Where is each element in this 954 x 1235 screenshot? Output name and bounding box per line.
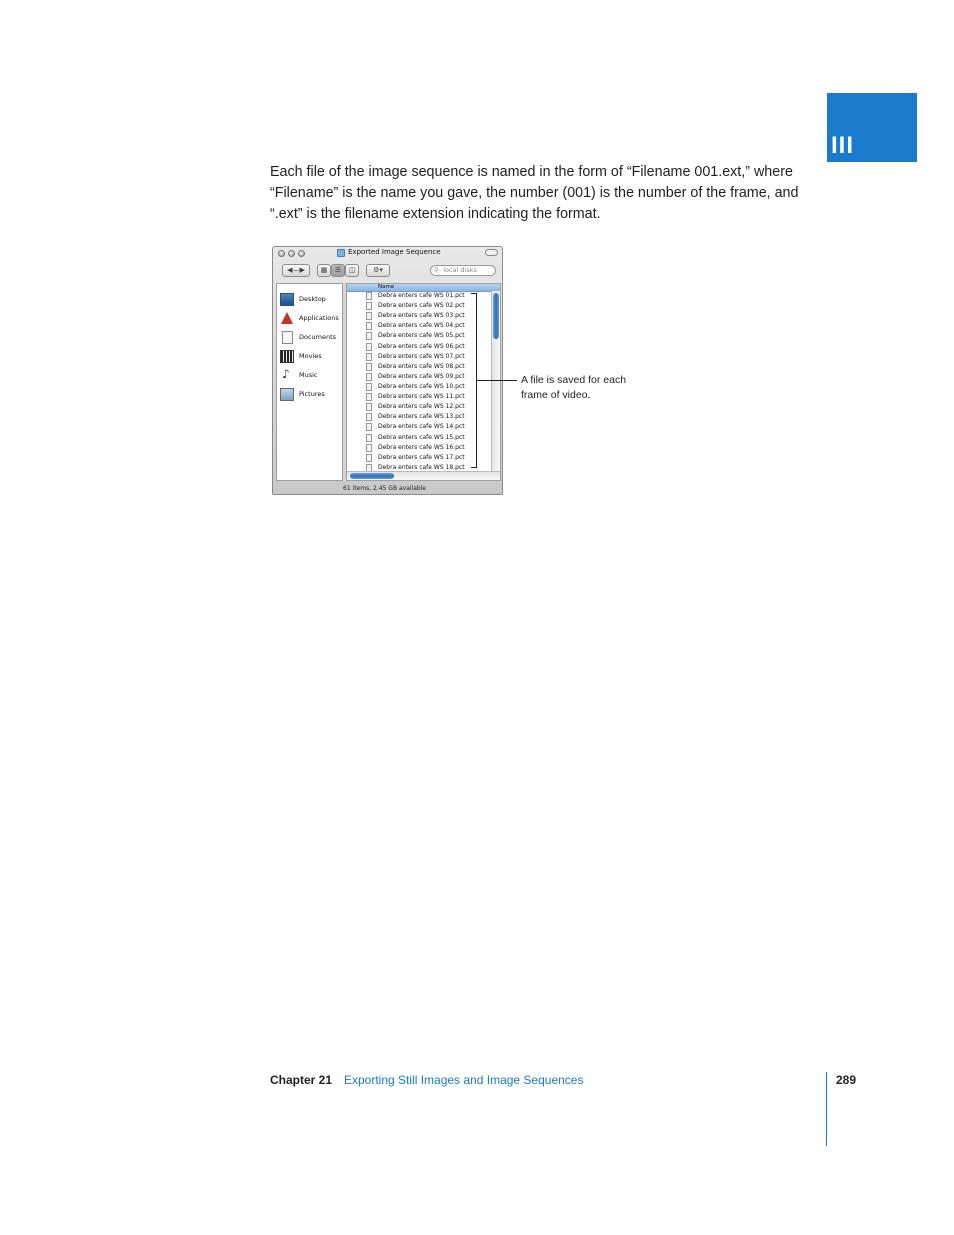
part-tab-label: III <box>831 132 855 159</box>
file-name: Debra enters cafe WS 06.pct <box>378 342 465 350</box>
file-name: Debra enters cafe WS 15.pct <box>378 433 465 441</box>
callout-text <box>521 373 661 403</box>
file-name: Debra enters cafe WS 12.pct <box>378 403 465 411</box>
callout-line: A file is saved for each <box>521 374 627 386</box>
image-file-icon <box>366 302 372 310</box>
vertical-scrollbar[interactable] <box>491 291 500 473</box>
image-file-icon <box>366 292 372 300</box>
file-name: Debra enters cafe WS 13.pct <box>378 413 465 421</box>
sidebar-item-label: Documents <box>299 333 337 341</box>
status-bar <box>273 483 502 494</box>
horizontal-scrollbar[interactable] <box>347 471 500 480</box>
search-placeholder: local disks <box>443 266 477 274</box>
applications-icon <box>280 312 294 325</box>
file-name: Debra enters cafe WS 02.pct <box>378 302 465 310</box>
file-name: Debra enters cafe WS 10.pct <box>378 382 465 390</box>
sidebar-item-label: Applications <box>299 314 339 322</box>
file-name: Debra enters cafe WS 11.pct <box>378 393 465 401</box>
window-title: Exported Image Sequence <box>348 248 441 256</box>
zoom-window-icon[interactable] <box>298 250 305 257</box>
footer-divider <box>826 1072 827 1146</box>
column-view-icon[interactable]: ◫ <box>345 264 359 277</box>
footer-chapter: Chapter 21 <box>270 1073 333 1087</box>
file-name: Debra enters cafe WS 18.pct <box>378 463 465 471</box>
image-file-icon <box>366 322 372 330</box>
sidebar-item-label: Pictures <box>299 390 325 398</box>
minimize-window-icon[interactable] <box>288 250 295 257</box>
desktop-icon <box>280 293 294 306</box>
body-line: “Filename” is the name you gave, the number (001) is the number of the frame, and <box>270 185 799 201</box>
image-file-icon <box>366 332 372 340</box>
image-file-icon <box>366 363 372 371</box>
page-number: 289 <box>836 1073 857 1087</box>
back-forward-button[interactable]: ◀—▶ <box>282 264 310 277</box>
file-name: Debra enters cafe WS 01.pct <box>378 292 465 299</box>
file-name: Debra enters cafe WS 14.pct <box>378 423 465 431</box>
status-text: 61 items, 2.45 GB available <box>343 485 427 492</box>
file-name: Debra enters cafe WS 09.pct <box>378 372 465 380</box>
file-name: Debra enters cafe WS 16.pct <box>378 443 465 451</box>
footer-chapter-title[interactable]: Exporting Still Images and Image Sequences <box>344 1073 584 1087</box>
body-line: “.ext” is the filename extension indicating the format. <box>270 206 601 222</box>
music-icon <box>280 369 294 382</box>
close-window-icon[interactable] <box>278 250 285 257</box>
title-bar[interactable] <box>273 247 502 260</box>
column-header-label: Name <box>378 284 395 290</box>
callout-line: frame of video. <box>521 389 591 401</box>
sidebar-item-label: Desktop <box>299 295 326 303</box>
image-file-icon <box>366 444 372 452</box>
image-file-icon <box>366 403 372 411</box>
image-file-icon <box>366 423 372 431</box>
image-file-icon <box>366 353 372 361</box>
image-file-icon <box>366 373 372 381</box>
callout-leader-line <box>477 380 517 381</box>
file-name: Debra enters cafe WS 05.pct <box>378 332 465 340</box>
toolbar-toggle-button[interactable] <box>485 249 498 256</box>
finder-window <box>272 246 503 495</box>
image-file-icon <box>366 413 372 421</box>
toolbar <box>273 261 502 281</box>
sidebar-item-label: Music <box>299 371 318 379</box>
body-line: Each file of the image sequence is named in the form of “Filename 001.ext,” where <box>270 164 793 180</box>
vertical-scroll-thumb[interactable] <box>493 293 499 339</box>
action-gear-icon[interactable]: ⚙▾ <box>366 264 390 277</box>
body-paragraph <box>270 162 810 225</box>
file-name: Debra enters cafe WS 03.pct <box>378 312 465 320</box>
part-tab <box>827 93 917 162</box>
horizontal-scroll-thumb[interactable] <box>350 473 394 479</box>
image-file-icon <box>366 383 372 391</box>
search-input[interactable]: ⚲- local disks <box>430 265 496 276</box>
folder-icon <box>337 249 345 257</box>
sidebar-item-label: Movies <box>299 352 322 360</box>
image-file-icon <box>366 393 372 401</box>
image-file-icon <box>366 434 372 442</box>
file-name: Debra enters cafe WS 07.pct <box>378 352 465 360</box>
file-list <box>346 283 501 481</box>
list-view-icon[interactable]: ☰ <box>331 264 345 277</box>
image-file-icon <box>366 343 372 351</box>
pictures-icon <box>280 388 294 401</box>
image-file-icon <box>366 454 372 462</box>
file-name: Debra enters cafe WS 04.pct <box>378 322 465 330</box>
sidebar <box>276 283 343 481</box>
documents-icon <box>282 331 293 344</box>
file-name: Debra enters cafe WS 08.pct <box>378 362 465 370</box>
image-file-icon <box>366 312 372 320</box>
movies-icon <box>280 350 294 363</box>
icon-view-icon[interactable]: ▦ <box>317 264 331 277</box>
file-name: Debra enters cafe WS 17.pct <box>378 453 465 461</box>
